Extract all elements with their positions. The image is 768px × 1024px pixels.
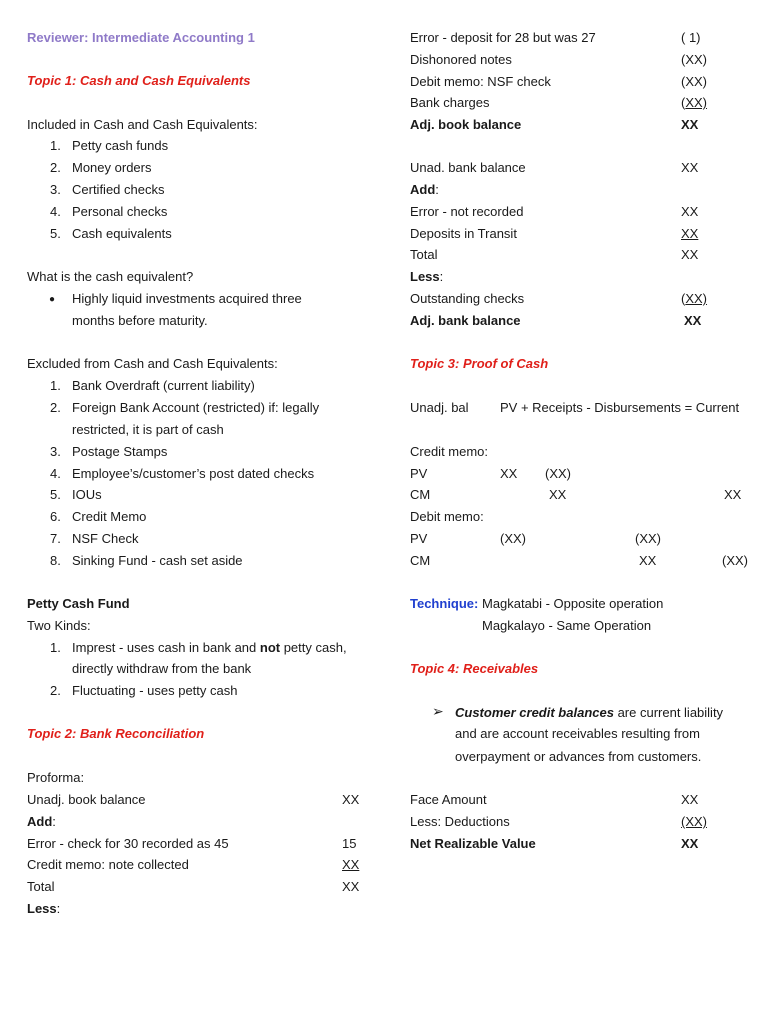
adj-book-balance-label: Adj. book balance (410, 117, 522, 132)
topic1-title: Topic 1: Cash and Cash Equivalents (27, 73, 251, 88)
imprest-line (72, 640, 347, 656)
row-value: XX (681, 247, 699, 262)
list-item: NSF Check (72, 531, 139, 546)
list-number: 3. (50, 182, 61, 197)
row-value: ( 1) (681, 30, 701, 45)
receivables-note-text: overpayment or advances from customers. (455, 749, 702, 764)
credit-memo-label: Credit memo: (410, 444, 489, 459)
imprest-text: Imprest - uses cash in bank and (72, 640, 260, 655)
document-header: Reviewer: Intermediate Accounting 1 (27, 30, 255, 45)
row-label: Total (410, 247, 438, 262)
cell-value: XX (639, 553, 657, 568)
topic4-title: Topic 4: Receivables (410, 661, 539, 676)
list-item: Credit Memo (72, 509, 147, 524)
petty-cash-title: Petty Cash Fund (27, 596, 130, 611)
list-item: restricted, it is part of cash (72, 422, 224, 437)
cm-label: CM (410, 487, 431, 502)
row-label: Credit memo: note collected (27, 857, 189, 872)
technique-label: Technique: (410, 596, 479, 611)
cell-value: XX (549, 487, 567, 502)
less-label: Less: (27, 901, 61, 916)
list-number: 2. (50, 160, 61, 175)
list-number: 3. (50, 444, 61, 459)
imprest-text-end: petty cash, (280, 640, 347, 655)
row-value: (XX) (681, 291, 708, 306)
imprest-not: not (259, 640, 281, 655)
receivables-note-text: are current liability (613, 705, 724, 720)
excluded-label: Excluded from Cash and Cash Equivalents: (27, 356, 278, 371)
list-number: 1. (50, 378, 61, 393)
imprest-line: directly withdraw from the bank (72, 661, 252, 676)
add-label: Add: (27, 814, 56, 829)
list-item: Cash equivalents (72, 226, 172, 241)
adj-bank-balance-label: Adj. bank balance (410, 313, 521, 328)
row-value: XX (342, 857, 360, 872)
face-amount-label: Face Amount (410, 792, 487, 807)
row-value: (XX) (681, 74, 707, 89)
less-deductions-value: (XX) (681, 814, 707, 829)
row-value: XX (681, 204, 699, 219)
pv-label: PV (410, 466, 428, 481)
row-label: Dishonored notes (410, 52, 512, 67)
cell-value: (XX) (545, 466, 571, 481)
list-number: 7. (50, 531, 61, 546)
adj-book-balance-value: XX (681, 117, 699, 132)
cell-value: XX (500, 466, 518, 481)
row-label: Total (27, 879, 55, 894)
list-item: Sinking Fund - cash set aside (72, 553, 243, 568)
list-item: IOUs (72, 487, 102, 502)
row-label: Bank charges (410, 95, 490, 110)
row-value: XX (342, 792, 360, 807)
receivables-note-text: and are account receivables resulting from (455, 726, 700, 741)
row-label: Error - not recorded (410, 204, 524, 219)
row-label: Unadj. book balance (27, 792, 146, 807)
cell-value: XX (724, 487, 742, 502)
answer-line: months before maturity. (72, 313, 208, 328)
list-number: 5. (50, 487, 61, 502)
receivables-note (455, 705, 723, 721)
row-value: (XX) (681, 52, 707, 67)
list-item: Foreign Bank Account (restricted) if: legally (72, 400, 320, 415)
two-kinds-label: Two Kinds: (27, 618, 91, 633)
debit-memo-label: Debit memo: (410, 509, 484, 524)
row-value: XX (681, 160, 699, 175)
list-number: 4. (50, 204, 61, 219)
row-value: XX (342, 879, 360, 894)
cell-value: (XX) (500, 531, 526, 546)
proforma-label: Proforma: (27, 770, 85, 785)
list-item: Money orders (72, 160, 152, 175)
row-label: Unad. bank balance (410, 160, 526, 175)
pv-label: PV (410, 531, 428, 546)
row-label: Outstanding checks (410, 291, 525, 306)
less-deductions-label: Less: Deductions (410, 814, 510, 829)
question-text: What is the cash equivalent? (27, 269, 194, 284)
list-item: Bank Overdraft (current liability) (72, 378, 255, 393)
topic2-title: Topic 2: Bank Reconciliation (27, 726, 205, 741)
list-number: 8. (50, 553, 61, 568)
list-number: 2. (50, 400, 61, 415)
list-item: Postage Stamps (72, 444, 168, 459)
list-number: 1. (50, 640, 61, 655)
row-value-underlined: XX) (685, 95, 708, 110)
row-label: Error - check for 30 recorded as 45 (27, 836, 229, 851)
nrv-label: Net Realizable Value (410, 836, 536, 851)
unadj-bal-label: Unadj. bal (410, 400, 469, 415)
list-item: Fluctuating - uses petty cash (72, 683, 238, 698)
list-number: 4. (50, 466, 61, 481)
list-item: Petty cash funds (72, 138, 169, 153)
list-item: Certified checks (72, 182, 165, 197)
list-number: 5. (50, 226, 61, 241)
row-value-underlined: XX) (685, 291, 708, 306)
row-label: Deposits in Transit (410, 226, 517, 241)
cm-label: CM (410, 553, 431, 568)
row-value: 15 (342, 836, 357, 851)
technique-line (410, 596, 663, 612)
topic3-title: Topic 3: Proof of Cash (410, 356, 549, 371)
cell-value: (XX) (635, 531, 661, 546)
answer-line: Highly liquid investments acquired three (72, 291, 302, 306)
row-value: XX (681, 226, 699, 241)
arrow-bullet-icon: ➢ (432, 703, 444, 719)
row-value: (XX) (681, 95, 708, 110)
bullet-icon: ● (49, 294, 56, 305)
technique-text: Magkalayo - Same Operation (482, 618, 652, 633)
adj-bank-balance-value: XX (684, 313, 702, 328)
less-label: Less: (410, 269, 444, 284)
add-label: Add: (410, 182, 439, 197)
list-item: Personal checks (72, 204, 168, 219)
cell-value: (XX) (722, 553, 748, 568)
list-item: Employee’s/customer’s post dated checks (72, 466, 315, 481)
proof-formula: PV + Receipts - Disbursements = Current (500, 400, 740, 415)
nrv-value: XX (681, 836, 699, 851)
list-number: 6. (50, 509, 61, 524)
face-amount-value: XX (681, 792, 699, 807)
receivables-note-bold: Customer credit balances (455, 705, 614, 720)
technique-text: Magkatabi - Opposite operation (478, 596, 664, 611)
row-label: Debit memo: NSF check (410, 74, 551, 89)
included-label: Included in Cash and Cash Equivalents: (27, 117, 258, 132)
list-number: 2. (50, 683, 61, 698)
row-label: Error - deposit for 28 but was 27 (410, 30, 596, 45)
list-number: 1. (50, 138, 61, 153)
